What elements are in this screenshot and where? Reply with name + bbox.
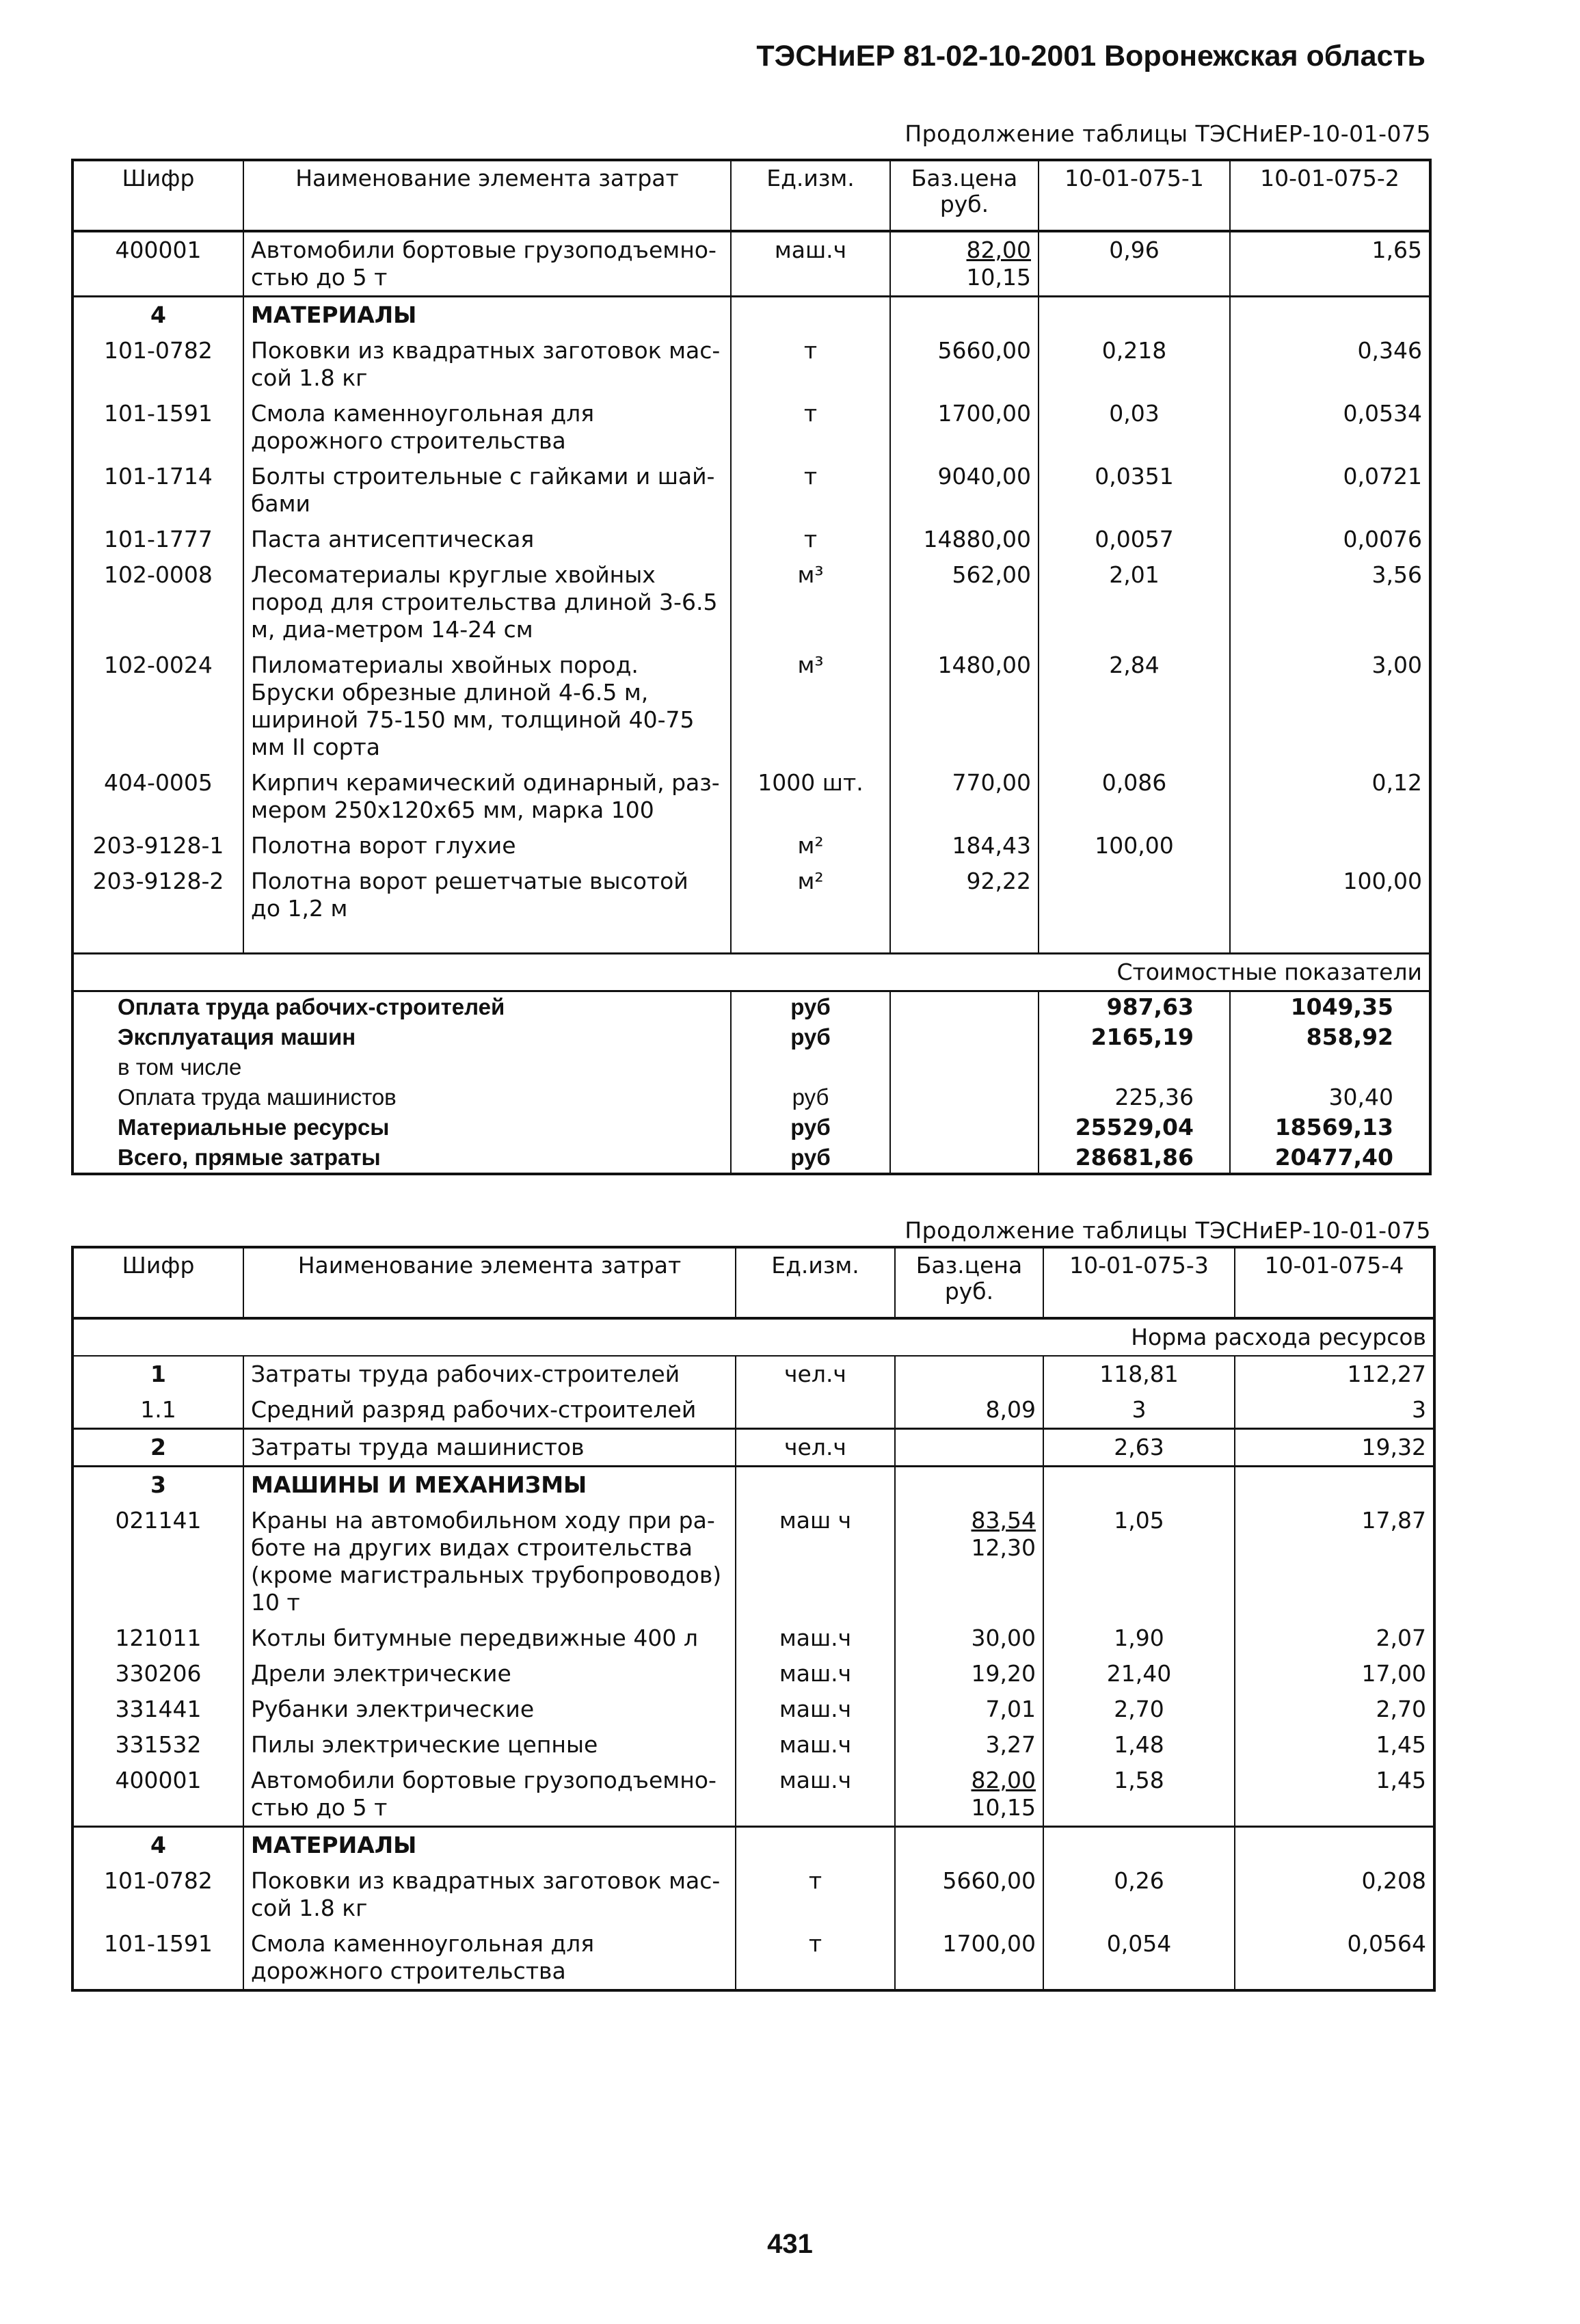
spacer-row [72, 926, 1430, 954]
empty-cell [890, 1143, 1039, 1174]
cost-value-2: 18569,13 [1230, 1112, 1430, 1143]
cost-unit: руб [731, 1143, 890, 1174]
price-main: 83,54 [971, 1507, 1036, 1534]
row-price [890, 557, 1039, 647]
row-unit: 1000 шт. [731, 765, 890, 828]
row-value-1: 118,81 [1043, 1356, 1235, 1392]
column-header: Баз.цена руб. [890, 160, 1039, 231]
row-name: Автомобили бортовые грузоподъемно-стью до 5 т [243, 1763, 736, 1827]
row-value-2: 1,45 [1235, 1763, 1434, 1827]
row-value-2: 0,0534 [1230, 396, 1430, 459]
row-unit: маш.ч [736, 1763, 895, 1827]
price-main: 82,00 [966, 237, 1031, 263]
cost-row [72, 991, 1430, 1023]
column-header: Ед.изм. [736, 1247, 895, 1318]
price-main: 770,00 [952, 769, 1031, 796]
row-name: МАШИНЫ И МЕХАНИЗМЫ [243, 1467, 736, 1504]
row-value-2: 3,56 [1230, 557, 1430, 647]
row-code: 102-0024 [72, 647, 243, 765]
row-code: 101-1777 [72, 522, 243, 557]
row-value-2: 2,07 [1235, 1620, 1434, 1656]
cost-unit: руб [731, 1022, 890, 1052]
row-code: 331441 [72, 1692, 243, 1727]
row-value-2: 0,0721 [1230, 459, 1430, 522]
table1-caption: Продолжение таблицы ТЭСНиЕР-10-01-075 [905, 120, 1431, 147]
row-price [895, 1392, 1043, 1429]
row-unit: м² [731, 828, 890, 864]
table-row [72, 522, 1430, 557]
price-main: 562,00 [952, 561, 1031, 588]
column-header: 10-01-075-4 [1235, 1247, 1434, 1318]
row-value-2: 0,0076 [1230, 522, 1430, 557]
table2-caption: Продолжение таблицы ТЭСНиЕР-10-01-075 [905, 1217, 1431, 1244]
cost-value-2: 20477,40 [1230, 1143, 1430, 1174]
table1 [71, 159, 1432, 1175]
row-price [895, 1620, 1043, 1656]
row-price [895, 1763, 1043, 1827]
norm-band-label: Норма расхода ресурсов [72, 1318, 1434, 1356]
row-price [895, 1926, 1043, 1990]
cost-label: Оплата труда рабочих-строителей [72, 991, 731, 1023]
cost-row [72, 1022, 1430, 1052]
table-row [72, 765, 1430, 828]
row-value-2: 1,45 [1235, 1727, 1434, 1763]
cost-row [72, 1082, 1430, 1112]
row-code: 121011 [72, 1620, 243, 1656]
cost-label: в том числе [72, 1052, 731, 1082]
row-value-2: 0,12 [1230, 765, 1430, 828]
cost-value-2: 858,92 [1230, 1022, 1430, 1052]
price-main: 82,00 [971, 1767, 1036, 1793]
row-name: Котлы битумные передвижные 400 л [243, 1620, 736, 1656]
table-row [72, 1727, 1434, 1763]
cost-value-2 [1230, 1052, 1430, 1082]
cost-value-1: 2165,19 [1039, 1022, 1230, 1052]
row-name: МАТЕРИАЛЫ [243, 297, 731, 334]
empty-cell [1043, 1467, 1235, 1504]
table-row [72, 1863, 1434, 1926]
price-sub: 12,30 [971, 1534, 1036, 1561]
row-value-1: 100,00 [1039, 828, 1230, 864]
column-header: Наименование элемента затрат [243, 160, 731, 231]
cost-label: Эксплуатация машин [72, 1022, 731, 1052]
table-row [72, 1503, 1434, 1620]
row-name: Полотна ворот решетчатые высотой до 1,2 м [243, 864, 731, 926]
row-code: 102-0008 [72, 557, 243, 647]
empty-cell [1039, 926, 1230, 954]
row-value-2: 112,27 [1235, 1356, 1434, 1392]
row-code: 101-1714 [72, 459, 243, 522]
cost-value-1: 225,36 [1039, 1082, 1230, 1112]
row-name: Затраты труда машинистов [243, 1429, 736, 1467]
row-price [890, 828, 1039, 864]
empty-cell [890, 1022, 1039, 1052]
row-unit: т [731, 333, 890, 396]
row-value-2: 0,346 [1230, 333, 1430, 396]
table-row [72, 459, 1430, 522]
table-row [72, 1926, 1434, 1990]
price-sub: 10,15 [966, 264, 1031, 291]
row-unit: маш.ч [736, 1727, 895, 1763]
row-price [895, 1503, 1043, 1620]
row-unit: м³ [731, 647, 890, 765]
row-value-2: 1,65 [1230, 231, 1430, 297]
row-name: Паста антисептическая [243, 522, 731, 557]
empty-cell [736, 1467, 895, 1504]
row-unit: чел.ч [736, 1429, 895, 1467]
row-code: 404-0005 [72, 765, 243, 828]
row-value-1: 1,90 [1043, 1620, 1235, 1656]
table-row [72, 1356, 1434, 1392]
row-code: 3 [72, 1467, 243, 1504]
row-value-1: 2,01 [1039, 557, 1230, 647]
page-header: ТЭСНиЕР 81-02-10-2001 Воронежская область [756, 40, 1425, 72]
price-sub: 10,15 [971, 1794, 1036, 1821]
row-code: 4 [72, 297, 243, 334]
column-header: Баз.цена руб. [895, 1247, 1043, 1318]
empty-cell [890, 926, 1039, 954]
row-name: Поковки из квадратных заготовок мас-сой 1.8 кг [243, 333, 731, 396]
table-row [72, 864, 1430, 926]
empty-cell [890, 1052, 1039, 1082]
empty-cell [1235, 1467, 1434, 1504]
row-price [895, 1727, 1043, 1763]
row-name: Рубанки электрические [243, 1692, 736, 1727]
row-price [890, 459, 1039, 522]
row-value-1: 0,03 [1039, 396, 1230, 459]
cost-band-label: Стоимостные показатели [72, 954, 1430, 991]
row-unit: маш.ч [731, 231, 890, 297]
page-number: 431 [767, 2229, 813, 2259]
row-name: Болты строительные с гайками и шай-бами [243, 459, 731, 522]
row-value-1: 1,05 [1043, 1503, 1235, 1620]
row-code: 330206 [72, 1656, 243, 1692]
empty-cell [1230, 926, 1430, 954]
price-main: 14880,00 [923, 526, 1031, 552]
row-price [890, 333, 1039, 396]
row-unit: т [731, 459, 890, 522]
row-unit: т [736, 1863, 895, 1926]
row-unit: т [736, 1926, 895, 1990]
row-code: 101-1591 [72, 1926, 243, 1990]
row-value-1: 0,086 [1039, 765, 1230, 828]
cost-row [72, 1112, 1430, 1143]
row-value-1: 21,40 [1043, 1656, 1235, 1692]
price-main: 1700,00 [942, 1930, 1036, 1957]
row-value-2: 2,70 [1235, 1692, 1434, 1727]
cost-unit [731, 1052, 890, 1082]
row-unit: чел.ч [736, 1356, 895, 1392]
row-price [890, 396, 1039, 459]
row-code: 400001 [72, 231, 243, 297]
cost-unit: руб [731, 1112, 890, 1143]
cost-value-1 [1039, 1052, 1230, 1082]
empty-cell [895, 1827, 1043, 1864]
price-main: 9040,00 [937, 463, 1031, 490]
row-name: Пилы электрические цепные [243, 1727, 736, 1763]
empty-cell [72, 926, 243, 954]
empty-cell [890, 1112, 1039, 1143]
row-value-2: 17,87 [1235, 1503, 1434, 1620]
cost-label: Всего, прямые затраты [72, 1143, 731, 1174]
row-unit: маш ч [736, 1503, 895, 1620]
column-header: Шифр [72, 1247, 243, 1318]
row-value-2: 3,00 [1230, 647, 1430, 765]
row-value-1: 2,63 [1043, 1429, 1235, 1467]
row-unit: маш.ч [736, 1692, 895, 1727]
table-header-row [72, 160, 1430, 231]
table2 [71, 1246, 1436, 1992]
row-unit: маш.ч [736, 1656, 895, 1692]
row-value-1: 0,218 [1039, 333, 1230, 396]
row-name: Затраты труда рабочих-строителей [243, 1356, 736, 1392]
section-row [72, 1467, 1434, 1504]
table-row [72, 647, 1430, 765]
row-name: Поковки из квадратных заготовок мас-сой 1.8 кг [243, 1863, 736, 1926]
table-row [72, 1429, 1434, 1467]
price-main: 184,43 [952, 832, 1031, 859]
table-row [72, 1392, 1434, 1429]
column-header: Наименование элемента затрат [243, 1247, 736, 1318]
column-header: 10-01-075-2 [1230, 160, 1430, 231]
row-code: 101-0782 [72, 333, 243, 396]
row-name: Смола каменноугольная для дорожного строительства [243, 1926, 736, 1990]
row-name: Дрели электрические [243, 1656, 736, 1692]
table-row [72, 396, 1430, 459]
row-price [895, 1656, 1043, 1692]
empty-cell [243, 926, 731, 954]
row-name: Смола каменноугольная для дорожного строительства [243, 396, 731, 459]
row-price [890, 522, 1039, 557]
row-unit: т [731, 396, 890, 459]
cost-label: Оплата труда машинистов [72, 1082, 731, 1112]
cost-value-2: 1049,35 [1230, 991, 1430, 1023]
row-code: 331532 [72, 1727, 243, 1763]
column-header: 10-01-075-1 [1039, 160, 1230, 231]
row-value-1: 2,70 [1043, 1692, 1235, 1727]
row-unit: м³ [731, 557, 890, 647]
price-main: 5660,00 [942, 1867, 1036, 1894]
column-header: 10-01-075-3 [1043, 1247, 1235, 1318]
row-value-2 [1230, 828, 1430, 864]
row-price [895, 1356, 1043, 1392]
row-unit: маш.ч [736, 1620, 895, 1656]
empty-cell [731, 297, 890, 334]
row-unit: м² [731, 864, 890, 926]
table-row [72, 1763, 1434, 1827]
row-code: 1.1 [72, 1392, 243, 1429]
price-main: 7,01 [985, 1696, 1036, 1722]
row-value-2: 0,208 [1235, 1863, 1434, 1926]
table-row [72, 231, 1430, 297]
row-value-1: 0,0351 [1039, 459, 1230, 522]
row-price [890, 647, 1039, 765]
row-price [890, 231, 1039, 297]
row-value-1: 0,0057 [1039, 522, 1230, 557]
table-row [72, 1656, 1434, 1692]
table-row [72, 1620, 1434, 1656]
table-row [72, 333, 1430, 396]
price-main: 5660,00 [937, 337, 1031, 364]
row-value-1: 0,054 [1043, 1926, 1235, 1990]
row-code: 101-1591 [72, 396, 243, 459]
row-code: 203-9128-2 [72, 864, 243, 926]
row-code: 2 [72, 1429, 243, 1467]
row-value-2: 3 [1235, 1392, 1434, 1429]
row-value-1: 0,26 [1043, 1863, 1235, 1926]
table-row [72, 828, 1430, 864]
empty-cell [1230, 297, 1430, 334]
price-main: 1480,00 [937, 652, 1031, 678]
section-row [72, 1827, 1434, 1864]
row-value-2: 100,00 [1230, 864, 1430, 926]
row-price [895, 1429, 1043, 1467]
cost-value-2: 30,40 [1230, 1082, 1430, 1112]
row-value-1 [1039, 864, 1230, 926]
row-name: Кирпич керамический одинарный, раз-мером 250х120х65 мм, марка 100 [243, 765, 731, 828]
cost-unit: руб [731, 991, 890, 1023]
cost-row [72, 1143, 1430, 1174]
row-code: 203-9128-1 [72, 828, 243, 864]
empty-cell [1043, 1827, 1235, 1864]
row-value-1: 2,84 [1039, 647, 1230, 765]
column-header: Ед.изм. [731, 160, 890, 231]
section-row [72, 297, 1430, 334]
norm-band [72, 1318, 1434, 1356]
row-value-1: 0,96 [1039, 231, 1230, 297]
cost-value-1: 28681,86 [1039, 1143, 1230, 1174]
row-unit [736, 1392, 895, 1429]
column-header: Шифр [72, 160, 243, 231]
row-code: 400001 [72, 1763, 243, 1827]
price-main: 3,27 [985, 1731, 1036, 1758]
row-name: Полотна ворот глухие [243, 828, 731, 864]
row-value-2: 19,32 [1235, 1429, 1434, 1467]
cost-value-1: 25529,04 [1039, 1112, 1230, 1143]
row-price [895, 1692, 1043, 1727]
row-name: Краны на автомобильном ходу при ра-боте на других видах строительства (кроме магистральных трубопроводов) 10 т [243, 1503, 736, 1620]
cost-label: Материальные ресурсы [72, 1112, 731, 1143]
row-code: 4 [72, 1827, 243, 1864]
empty-cell [1039, 297, 1230, 334]
row-value-1: 1,58 [1043, 1763, 1235, 1827]
empty-cell [890, 1082, 1039, 1112]
row-name: Лесоматериалы круглые хвойных пород для строительства длиной 3-6.5 м, диа-метром 14-24 см [243, 557, 731, 647]
row-name: Пиломатериалы хвойных пород. Бруски обрезные длиной 4-6.5 м, шириной 75-150 мм, толщиной 40-75 мм II сорта [243, 647, 731, 765]
row-name: Средний разряд рабочих-строителей [243, 1392, 736, 1429]
row-value-1: 3 [1043, 1392, 1235, 1429]
row-price [890, 765, 1039, 828]
table-row [72, 1692, 1434, 1727]
row-code: 1 [72, 1356, 243, 1392]
row-code: 021141 [72, 1503, 243, 1620]
empty-cell [890, 991, 1039, 1023]
cost-band [72, 954, 1430, 991]
empty-cell [1235, 1827, 1434, 1864]
cost-row [72, 1052, 1430, 1082]
empty-cell [731, 926, 890, 954]
row-name: Автомобили бортовые грузоподъемно-стью до 5 т [243, 231, 731, 297]
row-unit: т [731, 522, 890, 557]
price-main: 92,22 [966, 868, 1031, 894]
row-name: МАТЕРИАЛЫ [243, 1827, 736, 1864]
row-value-1: 1,48 [1043, 1727, 1235, 1763]
row-price [890, 864, 1039, 926]
price-main: 30,00 [971, 1625, 1036, 1651]
row-value-2: 0,0564 [1235, 1926, 1434, 1990]
cost-unit: руб [731, 1082, 890, 1112]
price-main: 19,20 [971, 1660, 1036, 1687]
price-main: 8,09 [985, 1396, 1036, 1423]
empty-cell [895, 1467, 1043, 1504]
row-value-2: 17,00 [1235, 1656, 1434, 1692]
cost-value-1: 987,63 [1039, 991, 1230, 1023]
price-main: 1700,00 [937, 400, 1031, 427]
empty-cell [736, 1827, 895, 1864]
row-code: 101-0782 [72, 1863, 243, 1926]
table-row [72, 557, 1430, 647]
empty-cell [890, 297, 1039, 334]
table-header-row [72, 1247, 1434, 1318]
row-price [895, 1863, 1043, 1926]
